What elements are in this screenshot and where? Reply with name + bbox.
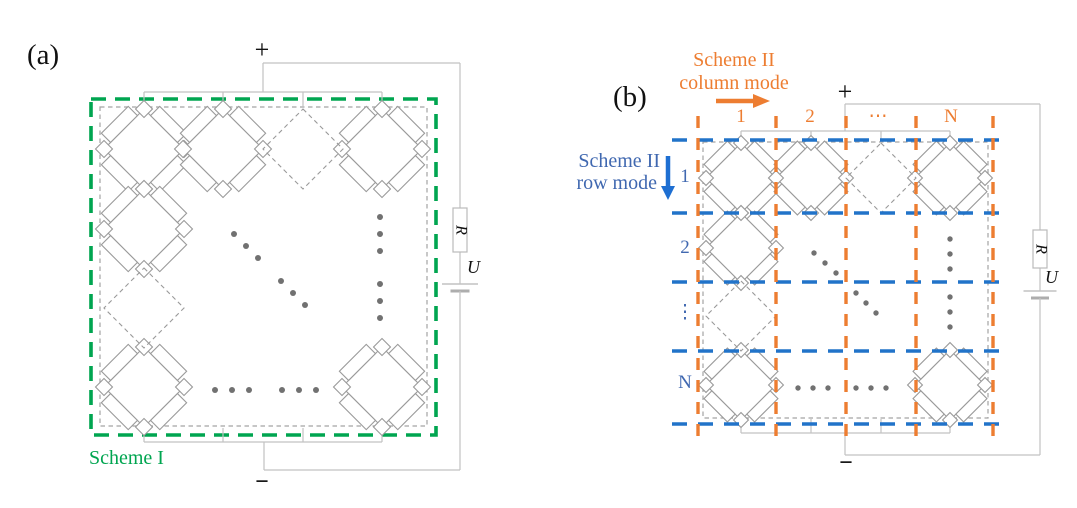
row-mode-arrowhead (661, 186, 675, 200)
ellipsis-dot (377, 315, 383, 321)
row-label-n: N (678, 372, 692, 393)
column-label-1: 1 (736, 106, 746, 127)
ellipsis-dot (811, 250, 816, 255)
ellipsis-dot (279, 387, 285, 393)
panel-b-label: (b) (613, 81, 647, 113)
ellipsis-dot (313, 387, 319, 393)
ellipsis-dot (947, 324, 952, 329)
sensor-cell-r3c0 (86, 329, 203, 446)
ellipsis-dot (231, 231, 237, 237)
resistor-label-b: R (1032, 244, 1050, 254)
sensor-cell-dashed-r0c2 (263, 109, 343, 189)
ellipsis-dot (229, 387, 235, 393)
ellipsis-dot (853, 385, 858, 390)
ellipsis-dot (883, 385, 888, 390)
sensor-cell-dashed-r2c0 (104, 268, 184, 348)
ellipsis-dot (278, 278, 284, 284)
sensor-cell-r0c1 (165, 91, 282, 208)
ellipsis-dot (795, 385, 800, 390)
column-label-2: 2 (805, 106, 815, 127)
panel-a-label: (a) (27, 39, 60, 71)
column-mode-title: Scheme II (693, 49, 775, 71)
ellipsis-dot (947, 309, 952, 314)
sensor-cell-r3c3 (324, 329, 441, 446)
ellipsis-dot (853, 290, 858, 295)
sensor-cell-r0c3 (324, 91, 441, 208)
ellipsis-dot (868, 385, 873, 390)
voltage-label-b: U (1045, 267, 1058, 287)
plus-terminal-b: + (837, 77, 853, 106)
resistor-label-a: R (452, 225, 470, 235)
ellipsis-dot (810, 385, 815, 390)
ellipsis-dot (246, 387, 252, 393)
column-mode-arrowhead (753, 94, 770, 108)
row-label-1: 1 (680, 166, 690, 187)
ellipsis-dot (377, 298, 383, 304)
ellipsis-dot (255, 255, 261, 261)
sensor-cell-outline-dashed (263, 109, 343, 189)
column-label-n: N (944, 106, 958, 127)
ellipsis-dot (822, 260, 827, 265)
ellipsis-dot (947, 251, 952, 256)
sensor-cell-outline-dashed (846, 143, 916, 213)
sensor-cell-outline-dashed (706, 281, 776, 351)
ellipsis-dot (296, 387, 302, 393)
ellipsis-dot (947, 236, 952, 241)
ellipsis-dot (212, 387, 218, 393)
minus-terminal-b: − (839, 450, 853, 476)
plus-terminal-a: + (254, 35, 270, 64)
sensor-cell-dashed-r0c2 (846, 143, 916, 213)
row-mode-title: Scheme II (578, 150, 660, 172)
ellipsis-dot (947, 266, 952, 271)
row-label-2: 2 (680, 237, 690, 258)
column-mode-subtitle: column mode (679, 72, 789, 94)
ellipsis-dot (290, 290, 296, 296)
scheme-1-label: Scheme I (89, 447, 164, 469)
sensor-cell-dashed-r2c0 (706, 281, 776, 351)
sensor-cell-outline-dashed (104, 268, 184, 348)
ellipsis-dot (377, 281, 383, 287)
sensor-cell-r1c0 (86, 171, 203, 288)
minus-terminal-a: − (255, 469, 269, 495)
ellipsis-dot (377, 231, 383, 237)
ellipsis-dot (947, 294, 952, 299)
ellipsis-dot (873, 310, 878, 315)
ellipsis-dot (302, 302, 308, 308)
ellipsis-dot (833, 270, 838, 275)
row-mode-subtitle: row mode (576, 172, 657, 194)
column-label-ellipsis: ⋯ (868, 106, 888, 127)
voltage-label-a: U (467, 257, 480, 277)
ellipsis-dot (863, 300, 868, 305)
row-label-ellipsis: ⋮ (675, 302, 695, 323)
ellipsis-dot (377, 248, 383, 254)
ellipsis-dot (825, 385, 830, 390)
ellipsis-dot (377, 214, 383, 220)
ellipsis-dot (243, 243, 249, 249)
